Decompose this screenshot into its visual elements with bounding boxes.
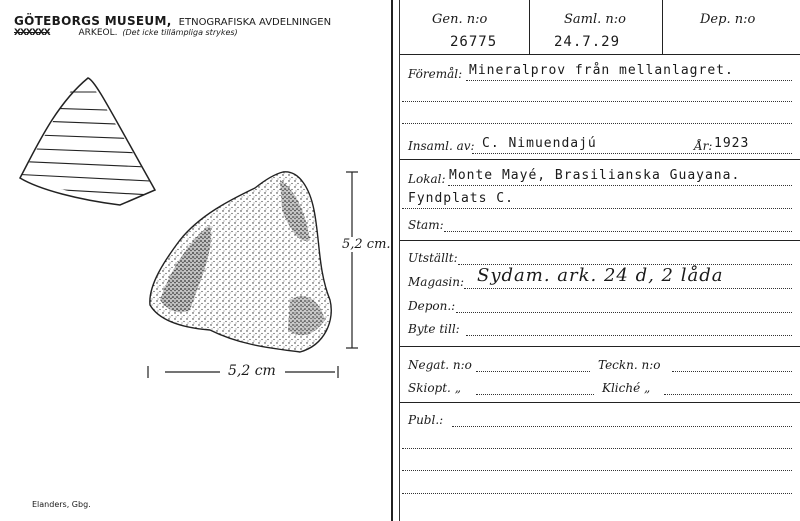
stam-rule: [400, 240, 800, 241]
depon-line: [456, 312, 792, 313]
skiopt-label: Skiopt. „: [408, 381, 461, 395]
publ-label: Publ.:: [408, 413, 444, 427]
insaml-value: C. Nimuendajú: [482, 136, 597, 151]
card-divider: [391, 0, 393, 521]
cross-section-drawing: [10, 78, 170, 205]
publ-line-4: [402, 493, 792, 494]
ar-value: 1923: [714, 136, 750, 151]
gen-label: Gen. n:o: [432, 12, 488, 27]
printer-credit: Elanders, Gbg.: [32, 500, 91, 509]
skiopt-line: [476, 394, 594, 395]
strike-note: (Det icke tillämpliga strykes): [122, 28, 238, 37]
insaml-line: [472, 153, 792, 154]
byte-label: Byte till:: [408, 322, 460, 336]
lokal-label: Lokal:: [408, 172, 446, 186]
dep-label: Dep. n:o: [700, 12, 756, 27]
magasin-label: Magasin:: [408, 275, 465, 289]
publ-line: [452, 426, 792, 427]
stam-label: Stam:: [408, 218, 444, 232]
insaml-rule: [400, 159, 800, 160]
foremal-label: Föremål:: [408, 67, 463, 81]
lokal-value: Monte Mayé, Brasilianska Guayana.: [449, 168, 741, 183]
dimension-vertical-label: 5,2 cm.: [342, 237, 391, 252]
card-divider-inner: [399, 0, 400, 521]
col-divider-1: [529, 0, 530, 54]
saml-label: Saml. n:o: [564, 12, 626, 27]
lokal-value-2: Fyndplats C.: [408, 191, 514, 206]
stam-line: [444, 231, 792, 232]
negat-line: [476, 371, 590, 372]
publ-line-2: [402, 448, 792, 449]
struck-text: XXXXXX: [14, 28, 50, 38]
skiopt-rule: [400, 402, 800, 403]
kliche-label: Kliché „: [602, 381, 651, 395]
utstallt-label: Utställt:: [408, 251, 458, 265]
insaml-label: Insaml. av:: [408, 139, 475, 153]
card-top-row: [400, 0, 800, 54]
stone-drawing: [150, 172, 331, 352]
museum-name: GÖTEBORGS MUSEUM,: [14, 14, 172, 28]
lokal-line: [448, 185, 792, 186]
kliche-line: [664, 394, 792, 395]
foremal-value: Mineralprov från mellanlagret.: [469, 63, 734, 78]
gen-value: 26775: [450, 34, 498, 50]
department-name: ETNOGRAFISKA AVDELNINGEN: [178, 17, 332, 28]
arkeol-label: ARKEOL.: [78, 28, 118, 38]
magasin-value: Sydam. ark. 24 d, 2 låda: [477, 265, 724, 286]
foremal-line-3: [402, 123, 792, 124]
byte-rule: [400, 346, 800, 347]
negat-label: Negat. n:o: [408, 358, 472, 372]
lokal-line-2: [402, 208, 792, 209]
ar-label: År:: [694, 139, 713, 153]
magasin-line: [464, 288, 792, 289]
top-row-bottom: [400, 54, 800, 55]
col-divider-2: [662, 0, 663, 54]
foremal-line: [466, 80, 792, 81]
dimension-horizontal-label: 5,2 cm: [228, 363, 276, 379]
saml-value: 24.7.29: [554, 34, 621, 50]
publ-line-3: [402, 470, 792, 471]
depon-label: Depon.:: [408, 299, 456, 313]
teckn-line: [672, 371, 792, 372]
teckn-label: Teckn. n:o: [598, 358, 661, 372]
byte-line: [466, 335, 792, 336]
foremal-line-2: [402, 101, 792, 102]
